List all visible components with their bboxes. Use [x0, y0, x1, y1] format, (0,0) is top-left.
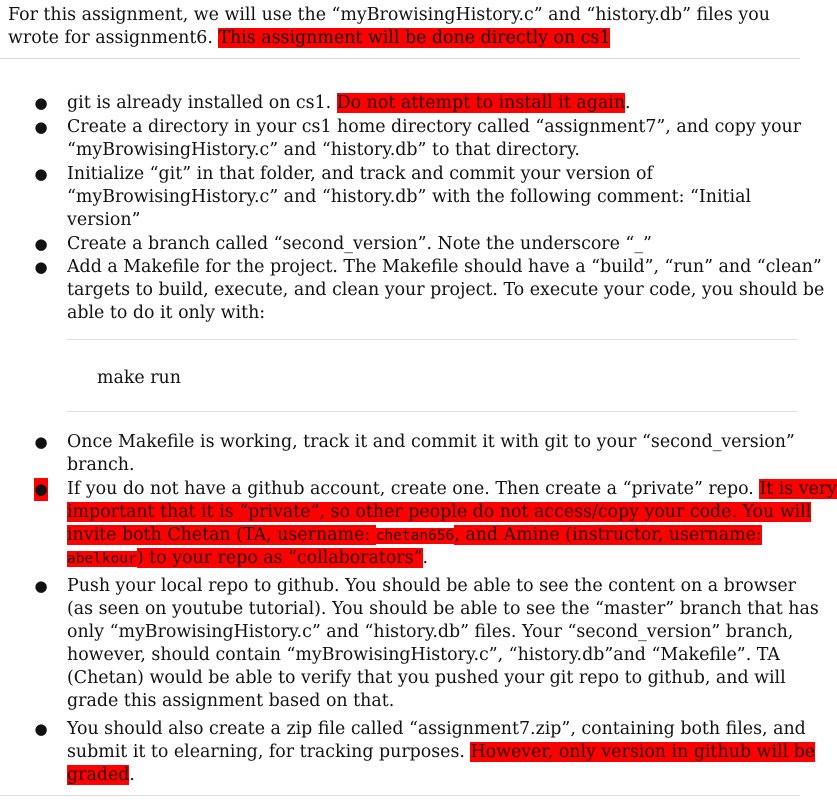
item-line: able to do it only with: — [67, 303, 266, 323]
divider-bottom — [0, 795, 800, 796]
intro-line-2-text: wrote for assignment6. — [8, 28, 219, 48]
item-highlight: , and Amine (instructor, username: — [454, 525, 762, 545]
item-line: (Chetan) would be able to verify that you pushed your git repo to github, and will — [67, 668, 786, 688]
divider-top — [0, 58, 800, 59]
item-highlight: However, only version in github will be — [470, 742, 816, 762]
item-line: Once Makefile is working, track it and commit it with git to your “second_version” — [67, 432, 795, 452]
item-text: If you do not have a github account, create one. Then create a “private” repo. — [67, 479, 760, 499]
item-highlight: invite both Chetan (TA, username: — [67, 525, 376, 545]
item-tail: . — [625, 93, 631, 113]
item-line — [67, 547, 837, 570]
item-line: branch. — [67, 455, 135, 475]
item-line: grade this assignment based on that. — [67, 691, 395, 711]
intro-highlight: This assignment will be done directly on cs1 — [218, 28, 611, 48]
item-line: Create a directory in your cs1 home directory called “assignment7”, and copy your — [67, 117, 802, 137]
item-line — [67, 524, 837, 547]
bullet-icon: ● — [34, 478, 48, 501]
item-text: submit it to elearning, for tracking purposes. — [67, 742, 471, 762]
bullet-icon: ● — [34, 258, 48, 276]
item-line: Push your local repo to github. You should be able to see the content on a browser — [67, 576, 796, 596]
item-highlight: graded — [67, 765, 130, 785]
item-line — [67, 92, 631, 115]
item-line: (as seen on youtube tutorial). You should be able to see the “master” branch that has — [67, 599, 819, 619]
item-line: “myBrowisingHistory.c” and “history.db” with the following comment: “Initial — [67, 187, 752, 207]
item-line: You should also create a zip file called “assignment7.zip”, containing both files, and — [67, 719, 806, 739]
bullet-icon: ● — [34, 165, 48, 183]
intro-line-2 — [0, 27, 817, 50]
command-text: make run — [97, 368, 181, 388]
bullet-icon: ● — [34, 94, 48, 112]
item-highlight: ) to your repo as “collaborators” — [136, 548, 423, 568]
item-line — [67, 501, 837, 524]
item-line: only “myBrowisingHistory.c” and “history.db” files. Your “second_version” branch, — [67, 622, 794, 642]
item-line: targets to build, execute, and clean your project. To execute your code, you should be — [67, 280, 825, 300]
bullet-icon: ● — [34, 577, 48, 595]
item-tail: . — [422, 548, 429, 568]
divider-code-bottom — [67, 411, 797, 412]
item-line: Initialize “git” in that folder, and track and commit your version of — [67, 164, 653, 184]
username-abelkour: abelkour — [67, 551, 137, 567]
item-line: Create a branch called “second_version”. Note the underscore “_” — [67, 234, 652, 254]
item-highlight: important that it is “private”, so other people do not access/copy your code. You will — [67, 502, 812, 522]
intro-line-1: For this assignment, we will use the “myBrowisingHistory.c” and “history.db” files you — [8, 5, 770, 25]
bullet-icon: ● — [34, 235, 48, 253]
item-line — [67, 741, 815, 764]
item-line: Add a Makefile for the project. The Makefile should have a “build”, “run” and “clean” — [67, 257, 822, 277]
intro-paragraph — [0, 4, 817, 50]
item-line: “myBrowisingHistory.c” and “history.db” to that directory. — [67, 140, 580, 160]
bullet-icon: ● — [34, 118, 48, 136]
item-tail: . — [129, 765, 135, 785]
item-line — [67, 764, 815, 787]
item-highlight: Do not attempt to install it again — [336, 93, 626, 113]
username-chetan: chetan656 — [375, 528, 455, 544]
item-line — [67, 478, 837, 501]
bullet-icon: ● — [34, 433, 48, 451]
item-line: version” — [67, 210, 141, 230]
bullet-icon: ● — [34, 720, 48, 738]
item-text: git is already installed on cs1. — [67, 93, 337, 113]
item-highlight: It is very — [759, 479, 837, 499]
command-block — [0, 367, 817, 390]
divider-code-top — [67, 339, 797, 340]
item-line: however, should contain “myBrowisingHistory.c”, “history.db”and “Makefile”. TA — [67, 645, 780, 665]
